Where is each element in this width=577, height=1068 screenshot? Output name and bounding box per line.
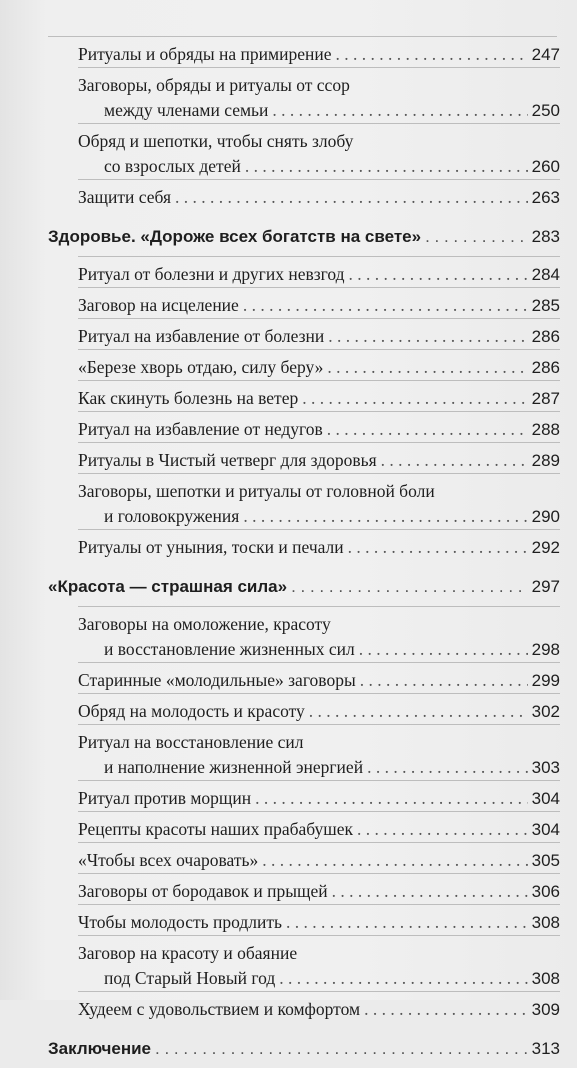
toc-entry[interactable] (78, 479, 560, 529)
page-number: 260 (531, 157, 560, 176)
entry-title: Заговоры, шепотки и ритуалы от головной боли (78, 481, 435, 501)
page-number: 309 (531, 1000, 560, 1019)
toc-entry[interactable] (78, 879, 560, 904)
entry-divider (78, 442, 560, 443)
entry-title-continuation: под Старый Новый год (104, 968, 276, 988)
chapter-title: Здоровье. «Дороже всех богатств на свете» (48, 227, 422, 246)
page-number: 286 (531, 358, 560, 377)
toc-entry[interactable] (78, 848, 560, 873)
entry-title-continuation: между членами семьи (104, 100, 269, 120)
leader-dots (367, 755, 528, 780)
page-number: 298 (531, 640, 560, 659)
toc-entry[interactable] (78, 699, 560, 724)
entry-title: «Березе хворь отдаю, силу беру» (78, 357, 324, 377)
entry-divider (78, 123, 560, 124)
leader-dots (245, 154, 528, 179)
leader-dots (175, 185, 528, 210)
page-number: 305 (531, 851, 560, 870)
toc-entry[interactable] (78, 417, 560, 442)
chapter-title: Заключение (48, 1039, 151, 1058)
toc-section-beauty (48, 606, 560, 1022)
toc-entry[interactable] (78, 386, 560, 411)
toc-entry[interactable] (78, 293, 560, 318)
entry-title: Заговоры на омоложение, красоту (78, 614, 331, 634)
entry-title: Рецепты красоты наших прабабушек (78, 819, 354, 839)
entry-title-continuation: и наполнение жизненной энергией (104, 757, 364, 777)
page-number: 290 (531, 507, 560, 526)
leader-dots (243, 293, 528, 318)
entry-divider (78, 411, 560, 412)
leader-dots (425, 224, 528, 250)
page-number: 283 (531, 227, 560, 246)
toc-entry[interactable] (78, 185, 560, 210)
leader-dots (381, 448, 528, 473)
entry-title: Ритуалы и обряды на примирение (78, 44, 332, 64)
entry-title: Ритуалы от уныния, тоски и печали (78, 537, 344, 557)
entry-title: Заговор на исцеление (78, 295, 239, 315)
page-number: 313 (531, 1039, 560, 1058)
page-number: 297 (531, 577, 560, 596)
toc-entry[interactable] (78, 612, 560, 662)
entry-divider (78, 724, 560, 725)
leader-dots (349, 262, 528, 287)
toc-entry[interactable] (78, 786, 560, 811)
entry-divider (78, 991, 560, 992)
entry-divider (78, 318, 560, 319)
top-rule (48, 36, 557, 37)
toc-entry[interactable] (78, 129, 560, 179)
entry-title: Ритуал на избавление от недугов (78, 419, 323, 439)
toc-section-health (48, 256, 560, 560)
toc-entry[interactable] (78, 941, 560, 991)
page-number: 286 (531, 327, 560, 346)
entry-divider (78, 904, 560, 905)
entry-title: Заговоры от бородавок и прыщей (78, 881, 328, 901)
entry-title: Чтобы молодость продлить (78, 912, 283, 932)
entry-title: «Чтобы всех очаровать» (78, 850, 259, 870)
entry-title: Защити себя (78, 187, 172, 207)
leader-dots (309, 699, 528, 724)
entry-divider (78, 693, 560, 694)
page-number: 308 (531, 913, 560, 932)
page-number: 304 (531, 820, 560, 839)
table-of-contents (48, 42, 560, 1068)
entry-title: Заговоры, обряды и ритуалы от ссор (78, 75, 350, 95)
page-number: 284 (531, 265, 560, 284)
entry-title: Как скинуть болезнь на ветер (78, 388, 299, 408)
leader-dots (327, 355, 527, 380)
entry-divider (78, 606, 560, 607)
leader-dots (359, 637, 528, 662)
entry-divider (78, 811, 560, 812)
entry-title: Обряд и шепотки, чтобы снять злобу (78, 131, 354, 151)
entry-title: Ритуал на избавление от болезни (78, 326, 325, 346)
leader-dots (291, 574, 528, 600)
toc-entry[interactable] (78, 448, 560, 473)
page-number: 292 (531, 538, 560, 557)
page-number: 304 (531, 789, 560, 808)
leader-dots (327, 417, 528, 442)
chapter-title: «Красота — страшная сила» (48, 577, 288, 596)
toc-section-family (48, 42, 560, 210)
page-number: 263 (531, 188, 560, 207)
leader-dots (364, 997, 528, 1022)
toc-entry[interactable] (78, 730, 560, 780)
entry-divider (78, 380, 560, 381)
entry-divider (78, 529, 560, 530)
page-number: 289 (531, 451, 560, 470)
entry-title-continuation: и головокружения (104, 506, 240, 526)
toc-entry[interactable] (78, 324, 560, 349)
page-number: 285 (531, 296, 560, 315)
entry-divider (78, 842, 560, 843)
entry-divider (78, 935, 560, 936)
leader-dots (357, 817, 528, 842)
entry-title: Худеем с удовольствием и комфортом (78, 999, 361, 1019)
entry-title-continuation: со взрослых детей (104, 156, 241, 176)
toc-entry[interactable] (78, 817, 560, 842)
page-number: 288 (531, 420, 560, 439)
entry-divider (78, 662, 560, 663)
leader-dots (255, 786, 527, 811)
entry-divider (78, 473, 560, 474)
toc-entry[interactable] (78, 535, 560, 560)
page-number: 287 (531, 389, 560, 408)
toc-entry[interactable] (78, 668, 560, 693)
page-number: 303 (531, 758, 560, 777)
entry-divider (78, 873, 560, 874)
leader-dots (360, 668, 528, 693)
entry-title: Обряд на молодость и красоту (78, 701, 305, 721)
entry-divider (78, 67, 560, 68)
leader-dots (279, 966, 527, 991)
leader-dots (286, 910, 528, 935)
toc-entry[interactable] (78, 262, 560, 287)
entry-divider (78, 349, 560, 350)
toc-entry[interactable] (78, 42, 560, 67)
entry-title: Заговор на красоту и обаяние (78, 943, 298, 963)
entry-title: Ритуал от болезни и других невзгод (78, 264, 345, 284)
leader-dots (302, 386, 527, 411)
toc-entry[interactable] (78, 73, 560, 123)
chapter-heading-conclusion[interactable] (48, 1036, 560, 1062)
entry-title: Ритуал против морщин (78, 788, 252, 808)
entry-divider (78, 179, 560, 180)
leader-dots (272, 98, 527, 123)
entry-title: Старинные «молодильные» заговоры (78, 670, 356, 690)
chapter-heading-beauty[interactable] (48, 574, 560, 600)
page-number: 247 (531, 45, 560, 64)
leader-dots (243, 504, 527, 529)
toc-entry[interactable] (78, 910, 560, 935)
leader-dots (332, 879, 528, 904)
entry-divider (78, 780, 560, 781)
entry-title-continuation: и восстановление жизненных сил (104, 639, 355, 659)
entry-title: Ритуал на восстановление сил (78, 732, 304, 752)
page-number: 250 (531, 101, 560, 120)
page-number: 299 (531, 671, 560, 690)
page-number: 308 (531, 969, 560, 988)
leader-dots (262, 848, 527, 873)
toc-entry[interactable] (78, 355, 560, 380)
leader-dots (155, 1036, 528, 1062)
toc-entry[interactable] (78, 997, 560, 1022)
entry-divider (78, 287, 560, 288)
page-number: 306 (531, 882, 560, 901)
chapter-heading-health[interactable] (48, 224, 560, 250)
leader-dots (348, 535, 528, 560)
page-number: 302 (531, 702, 560, 721)
leader-dots (336, 42, 528, 67)
entry-title: Ритуалы в Чистый четверг для здоровья (78, 450, 377, 470)
entry-divider (78, 256, 560, 257)
leader-dots (328, 324, 527, 349)
